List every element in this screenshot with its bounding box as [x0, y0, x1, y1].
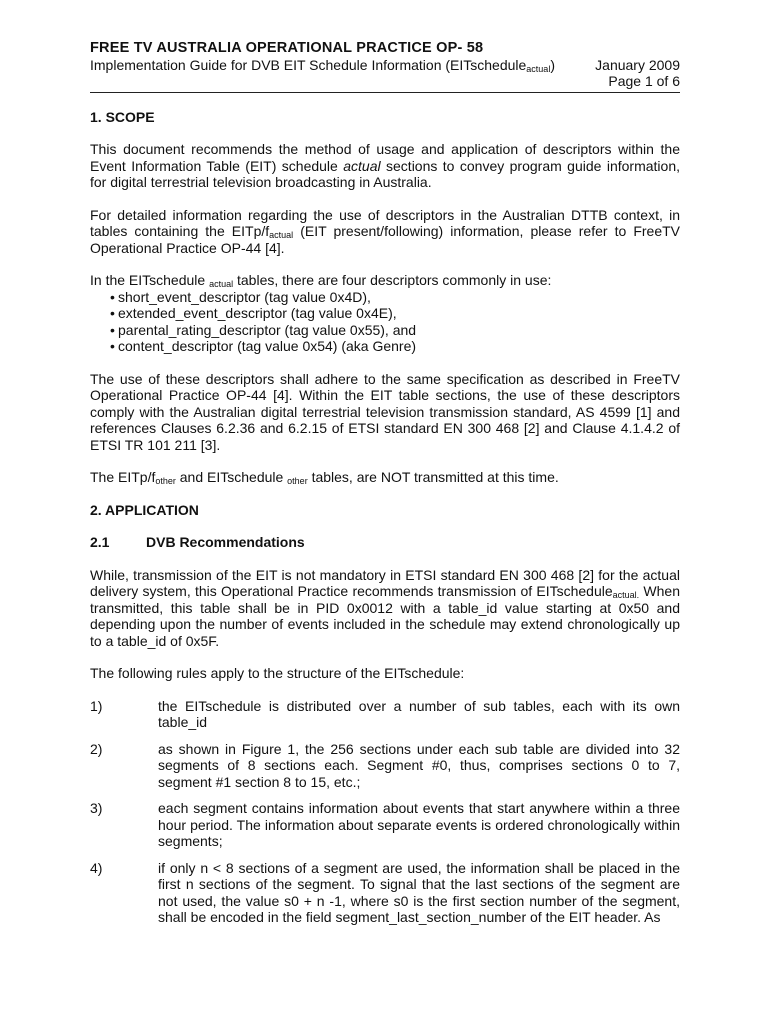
list-item: • short_event_descriptor (tag value 0x4D), [110, 288, 371, 305]
bullet-icon: • [110, 338, 115, 354]
section-heading-scope: 1. SCOPE [90, 108, 155, 125]
rule-item: 1) the EITschedule is distributed over a number of sub tables, each with its own table_id [90, 697, 680, 730]
bullet-icon: • [110, 288, 115, 305]
rule-item: 3) each segment contains information about events that start anywhere within a three hour period. The information about separate events is ordered chronologically within segments; [90, 800, 680, 849]
scope-paragraph-4: The use of these descriptors shall adhere to the same specification as described in FreeTV Operational Practice OP-44 [4]. Within the EIT table sections, the use of these descriptors comply with the Australian digital terrestrial television transmission standard, AS 4599 [1] and references Clauses 6.2.36 and 6.2.15 of ETSI standard EN 300 468 [2] and Clause 4.1.4.2 of ETSI TR 101 211 [3]. [90, 370, 680, 453]
rule-item: 4) if only n < 8 sections of a segment are used, the information shall be placed in the first n sections of the segment. To signal that the last sections of the segment are not used, the value s0 + n -1, where s0 is the first section number of the segment, shall be encoded in the field segment_last_section_number of the EIT header. As [90, 859, 680, 925]
subsection-heading: 2.1 DVB Recommendations [90, 534, 305, 550]
application-paragraph-1: While, transmission of the EIT is not mandatory in ETSI standard EN 300 468 [2] for the actual delivery system, this Operational Practice recommends transmission of EITschedule$_{actual.}$ When transmitted, this table shall be in PID 0x0012 with a table_id value starting at 0x50 and depending upon the number of events included in the schedule may extend chronologically up to a table_id of 0x5F. [90, 566, 680, 649]
descriptor-list [90, 289, 680, 355]
section-heading-application: 2. APPLICATION [90, 501, 199, 518]
scope-paragraph-2: For detailed information regarding the use of descriptors in the Australian DTTB context, in tables containing the EITp/$f_{actual}$ (EIT present/following) information, please refer to FreeTV Operational Practice OP-44 [4]. [90, 206, 680, 256]
bullet-icon: • [110, 321, 115, 338]
rule-item: 2) as shown in Figure 1, the 256 sections under each sub table are divided into 32 segments of 8 sections each. Segment #0, thus, comprises sections 0 to 7, segment #1 section 8 to 15, etc.; [90, 740, 680, 790]
scope-paragraph-5: The EITp/$f_{other}$ and EITschedule $_{other}$ tables, are NOT transmitted at this time. [90, 469, 559, 486]
scope-paragraph-3: In the EITschedule $_{actual}$ tables, there are four descriptors commonly in use: [90, 272, 552, 289]
list-item: • extended_event_descriptor (tag value 0x4E), [110, 305, 397, 321]
bullet-icon: • [110, 305, 115, 321]
document-page [90, 40, 680, 926]
page-number: Page 1 of 6 [608, 73, 680, 89]
list-item: • content_descriptor (tag value 0x54) (aka Genre) [110, 338, 417, 354]
document-subtitle: Implementation Guide for DVB EIT Schedule Information (EITschedule$_{actual}$) [90, 56, 555, 74]
document-title: FREE TV AUSTRALIA OPERATIONAL PRACTICE OP- 58 [90, 40, 484, 56]
application-paragraph-2: The following rules apply to the structure of the EITschedule: [90, 665, 465, 681]
header-subtitle-row [90, 57, 680, 74]
page-header [90, 40, 680, 93]
scope-paragraph-1: This document recommends the method of usage and application of descriptors within the Event Information Table (EIT) schedule actual sections to convey program guide information, for digital terrestrial television broadcasting in Australia. [90, 141, 680, 190]
list-item: • parental_rating_descriptor (tag value 0x55), and [110, 321, 417, 338]
document-date: January 2009 [595, 56, 680, 73]
